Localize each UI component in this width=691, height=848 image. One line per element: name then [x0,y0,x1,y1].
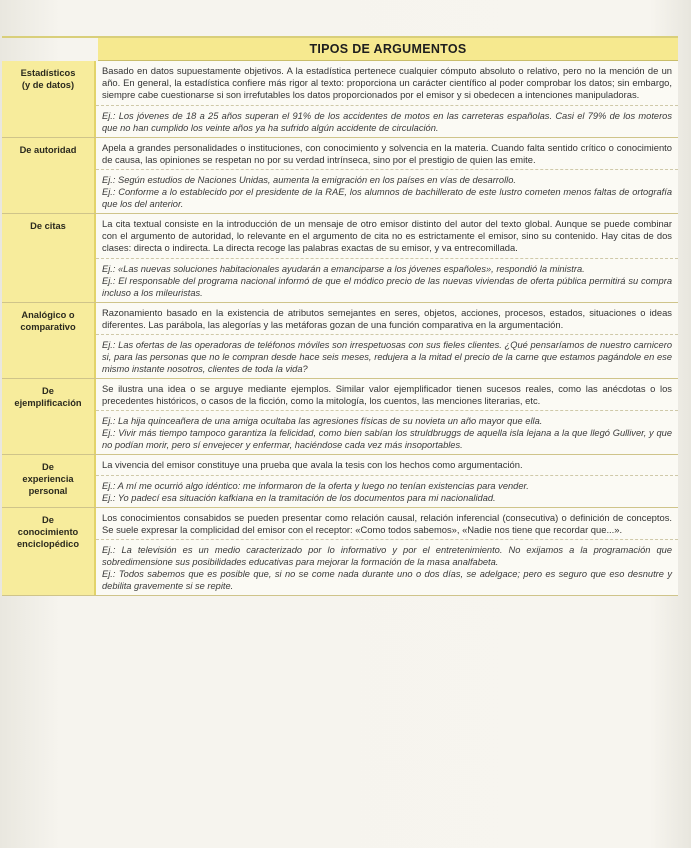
argument-type-label-line: Estadísticos [20,68,76,78]
table-row [2,455,678,507]
argument-type-label-line: experiencia [22,474,74,485]
argument-type-label [2,138,96,213]
table-row [2,508,678,596]
table-title: TIPOS DE ARGUMENTOS [309,42,467,56]
argument-type-label-line: De citas [30,221,66,232]
argument-type-label-line: (y de datos) [21,80,75,90]
argument-type-label-line: De [42,386,54,397]
table-row [2,303,678,379]
argument-content [96,214,678,302]
argument-type-label-line: De [42,514,54,525]
argument-type-label [2,61,96,137]
argument-type-label-line: enciclopédico [17,538,79,549]
argument-definition [96,455,678,474]
argument-content [96,379,678,454]
argument-type-label-line: comparativo [20,321,76,332]
definition-text: Basado en datos supuestamente objetivos. A la estadística pertenece cualquier cómputo absoluto o relativo, pero no la mención de un año. En general, la estadística confiere más rigor al texto: proporciona un carácter científico al poder comprobar los datos; sin embargo, siempre cabe cuestionarse si son irrefutables los datos proporcionados por el emisor y si obedecen a intenciones manipuladoras. [102,65,672,101]
argument-type-label-line: De autoridad [19,144,77,155]
definition-text: Se ilustra una idea o se arguye mediante ejemplos. Similar valor ejemplificador tienen sucesos reales, como las anécdotas o los precedentes históricos, o casos de la ficción, como la mitología, los cuentos, las menciones literarias, etc. [102,383,672,407]
table-row [2,138,678,214]
example-text: Ej.: A mí me ocurrió algo idéntico: me informaron de la oferta y luego no tenían existencias para vender. [102,480,529,491]
argument-examples [96,105,678,137]
argument-examples [96,258,678,302]
argument-definition [96,138,678,169]
argument-content [96,455,678,506]
table-body [2,61,678,596]
argument-examples [96,539,678,595]
argument-content [96,61,678,137]
argument-type-label [2,508,96,595]
argument-content [96,138,678,213]
example-text: Ej.: Los jóvenes de 18 a 25 años superan el 91% de los accidentes de motos en las carreteras españolas. Casi el 79% de los moteros que no han cumplido los veinte años ya ha sufrido algún accidente de circulación. [102,110,672,133]
argument-content [96,508,678,595]
definition-text: Razonamiento basado en la existencia de atributos semejantes en seres, objetos, acciones, procesos, estados, situaciones o ideas diferentes. Las parábola, las alegorías y las metáforas gozan de una función comparativa en la argumentación. [102,306,672,330]
argument-type-label-line: personal [28,486,68,497]
argument-definition [96,303,678,334]
example-text: Ej.: Yo padecí esa situación kafkiana en la tramitación de los documentos para mi nacionalidad. [102,492,496,503]
definition-text: La cita textual consiste en la introducción de un mensaje de otro emisor distinto del autor del texto global. Aunque se puede combinar con el argumento de autoridad, lo relevante en el argumento de cita no es estrictamente el emisor, sino su contenido. Hay citas de dos clases: directa o indirecta. La directa recoge las palabras exactas de su emisor, y va entrecomillada. [102,218,672,254]
example-text: Ej.: Vivir más tiempo tampoco garantiza la felicidad, como bien sabían los struldbruggs de aquella isla lejana a la que llegó Gulliver, y que no podían morir, pero sí envejecer y enfermar, haciéndose cada vez más insoportables. [102,428,672,451]
argument-examples [96,410,678,454]
argument-type-label-line: ejemplificación [14,398,82,409]
argument-definition [96,508,678,539]
example-text: Ej.: La hija quinceañera de una amiga ocultaba las agresiones físicas de su novieta un año mayor que ella. [102,416,543,427]
argument-definition [96,379,678,410]
argument-type-label [2,379,96,454]
example-text: Ej.: Las ofertas de las operadoras de teléfonos móviles son irrespetuosas con sus fieles clientes. ¿Qué pensaríamos de nuestro carnicero si, para las personas que no le compran desde hace seis meses, redujera a la mitad el precio de la carne que estamos pagándole en ese mismo instante nosotros, clientes de toda la vida? [102,340,672,375]
argument-examples [96,334,678,378]
argument-type-label [2,303,96,378]
example-text: Ej.: Conforme a lo establecido por el presidente de la RAE, los alumnos de bachillerato de este lustro cometen menos faltas de ortografía que los del anterior. [102,187,672,210]
definition-text: La vivencia del emisor constituye una prueba que avala la tesis con los hechos como argumentación. [102,459,523,471]
definition-text: Los conocimientos consabidos se pueden presentar como relación causal, relación inferencial (consecutiva) o definición de conceptos. Se suele expresar la complicidad del emisor con el receptor: «Como todos sabemos», «Nadie nos tiene que recordar que...». [102,511,672,535]
table-header [98,38,678,61]
table-row [2,61,678,138]
argument-type-label-line: De [42,462,54,473]
argument-definition [96,61,678,105]
argument-type-label-line: conocimiento [17,526,79,537]
argument-definition [96,214,678,258]
argument-examples [96,169,678,213]
example-text: Ej.: La televisión es un medio caracterizado por lo informativo y por el entretenimiento. No exijamos a la programación que sobredimensione sus posibilidades educativas para mejorar la formación de la masa analfabeta. [102,545,672,568]
argument-type-label-line: Analógico o [21,309,75,320]
example-text: Ej.: Según estudios de Naciones Unidas, aumenta la emigración en los países en vías de desarrollo. [102,175,516,186]
example-text: Ej.: «Las nuevas soluciones habitacionales ayudarán a emanciparse a los jóvenes españoles», respondió la ministra. [102,263,585,274]
table-row [2,214,678,303]
table-row [2,379,678,455]
definition-text: Apela a grandes personalidades o instituciones, con conocimiento y solvencia en la materia. Cuando falta sentido crítico o conocimiento de causa, las opiniones se respetan no por su verdad intrínseca, sino por el prestigio de quien las emite. [102,141,672,165]
arguments-table [2,36,678,596]
argument-examples [96,475,678,507]
argument-type-label [2,455,96,506]
argument-content [96,303,678,378]
example-text: Ej.: El responsable del programa nacional informó de que el módico precio de las nuevas viviendas de oferta pública permitirá su compra incluso a los mileuristas. [102,275,672,298]
example-text: Ej.: Todos sabemos que es posible que, si no se come nada durante uno o dos días, se adelgace; pero es seguro que eso desnutre y debilita gravemente si se repite. [102,569,672,592]
argument-type-label [2,214,96,302]
